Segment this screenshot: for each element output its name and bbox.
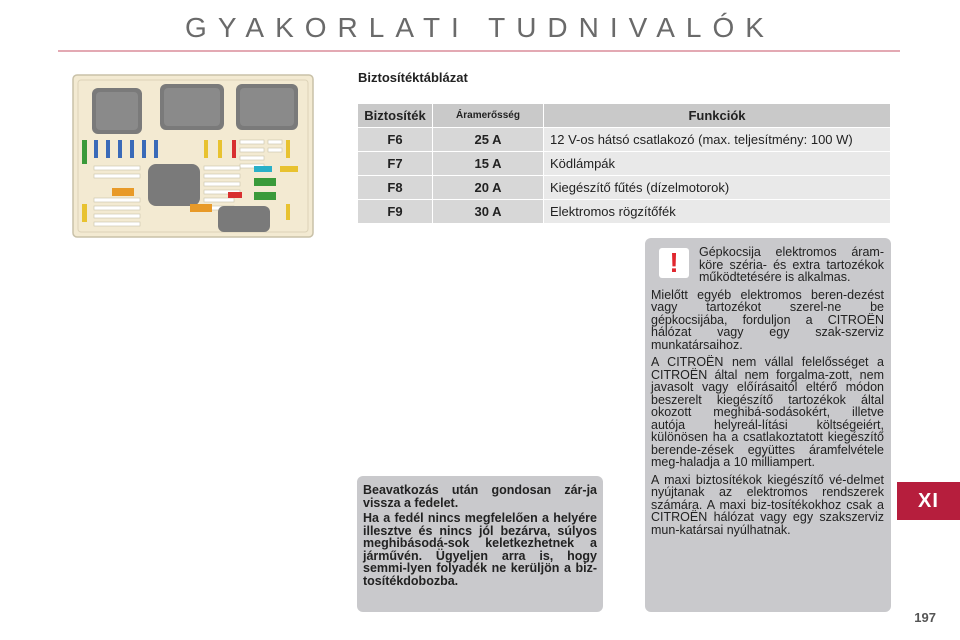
table-row	[358, 200, 891, 224]
table-heading: Biztosítéktáblázat	[358, 70, 468, 85]
fuse-cell: F7	[358, 152, 433, 176]
warning-paragraph: A CITROËN nem vállal felelősséget a CITROËN által nem forgalma-zott, nem javasolt vagy előírásaitól eltérő módon beszerelt kiegészítő tartozékok által okozott meghibá-sodásokért, illetve autója helyreál-lítási költségeiért, különösen ha a csatlakoztatott kiegészítő berende-zések együttes áramfelvétele meg-haladja a 10 milliampert.	[651, 355, 884, 469]
note-paragraph: Ha a fedél nincs megfelelően a helyére illesztve és nincs jól bezárva, súlyos meghibásodá-sok keletkezhetnek a járművén. Ügyeljen arra is, hogy semmi-lyen folyadék ne kerüljön a biz-tosítékdobozba.	[363, 511, 597, 588]
fuse-table	[357, 103, 891, 224]
function-cell: Kiegészítő fűtés (dízelmotorok)	[544, 176, 891, 200]
fusebox-diagram	[72, 74, 314, 238]
title-divider	[58, 50, 900, 52]
fuse-cell: F9	[358, 200, 433, 224]
function-cell: Ködlámpák	[544, 152, 891, 176]
warning-panel	[645, 238, 891, 612]
note-paragraph: Beavatkozás után gondosan zár-ja vissza a fedelet.	[363, 483, 597, 510]
page-title: GYAKORLATI TUDNIVALÓK	[185, 12, 775, 43]
exclamation-icon: !	[659, 248, 689, 278]
warning-paragraph: Gépkocsija elektromos áram-köre széria- és extra tartozékok működtetésére is alkalmas.	[699, 245, 884, 284]
table-row	[358, 176, 891, 200]
col-amperage: Áramerősség	[433, 104, 544, 128]
amp-cell: 30 A	[433, 200, 544, 224]
relay-5	[218, 206, 270, 232]
warning-paragraph: Mielőtt egyéb elektromos beren-dezést vagy tartozékot szerel-ne be gépkocsijába, forduljon a CITROËN hálózat vagy egy szak-szerviz munkatársaihoz.	[651, 287, 884, 352]
fuse-cell: F8	[358, 176, 433, 200]
amp-cell: 20 A	[433, 176, 544, 200]
col-function: Funkciók	[544, 104, 891, 128]
function-cell: Elektromos rögzítőfék	[544, 200, 891, 224]
table-header-row	[358, 104, 891, 128]
note-panel	[357, 476, 603, 612]
function-cell: 12 V-os hátsó csatlakozó (max. teljesítmény: 100 W)	[544, 128, 891, 152]
amp-cell: 15 A	[433, 152, 544, 176]
fuse-cell: F6	[358, 128, 433, 152]
col-fuse: Biztosíték	[358, 104, 433, 128]
warning-paragraph: A maxi biztosítékok kiegészítő vé-delmet nyújtanak az elektromos rendszerek számára. A maxi biz-tosítékokhoz csak a CITROËN hálózat vagy egy szakszerviz mun-katársai nyúlhatnak.	[651, 472, 884, 537]
chapter-tab[interactable]: XI	[897, 482, 960, 520]
amp-cell: 25 A	[433, 128, 544, 152]
page-number: 197	[914, 610, 936, 625]
table-row	[358, 128, 891, 152]
relay-4	[148, 164, 200, 206]
table-row	[358, 152, 891, 176]
